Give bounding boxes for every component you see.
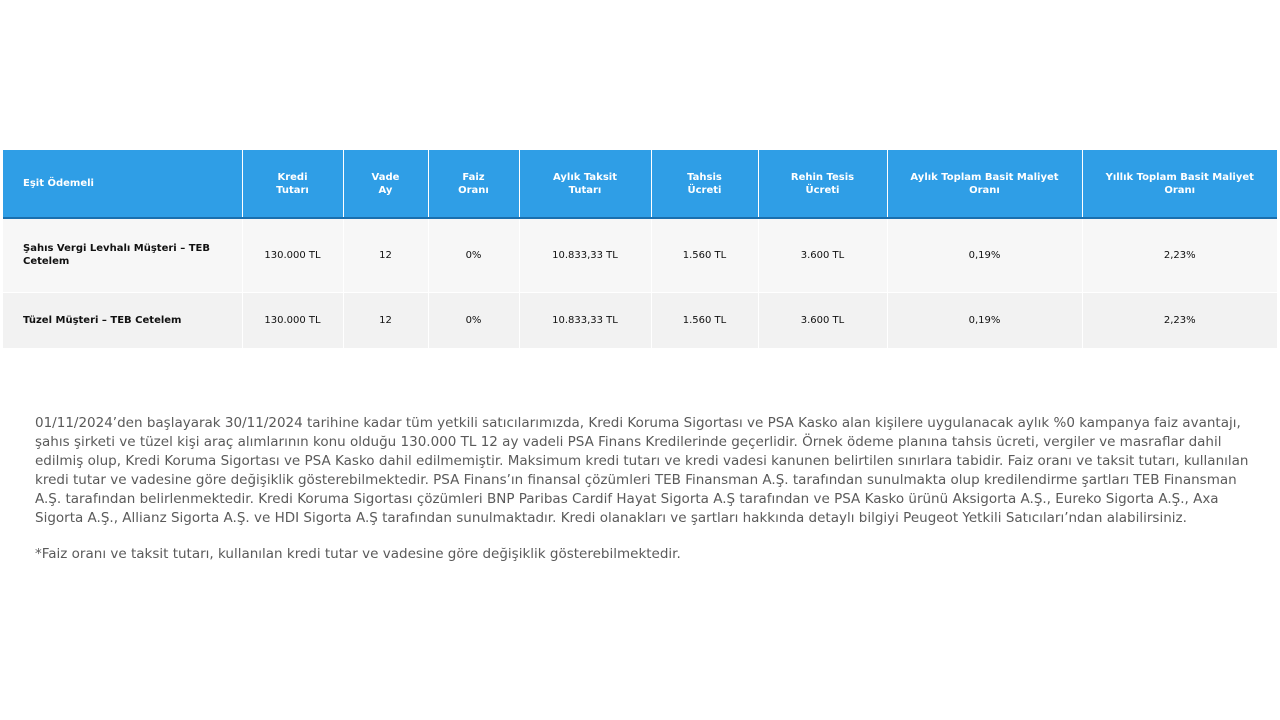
table-cell: 0,19%: [887, 292, 1082, 348]
table-cell: 10.833,33 TL: [519, 218, 651, 292]
column-header: Rehin Tesis Ücreti: [758, 150, 887, 218]
table-cell: 130.000 TL: [242, 292, 343, 348]
table-cell: 1.560 TL: [651, 218, 758, 292]
table-cell: 12: [343, 292, 428, 348]
table-cell: 12: [343, 218, 428, 292]
column-header: Vade Ay: [343, 150, 428, 218]
table-cell: 0%: [428, 218, 519, 292]
loan-rates-table: [3, 150, 1277, 348]
table-row: [3, 218, 1277, 292]
column-header: Aylık Taksit Tutarı: [519, 150, 651, 218]
table-row: [3, 292, 1277, 348]
column-header: Faiz Oranı: [428, 150, 519, 218]
column-header: Yıllık Toplam Basit Maliyet Oranı: [1082, 150, 1277, 218]
table-cell: 0%: [428, 292, 519, 348]
column-header: Eşit Ödemeli: [3, 150, 242, 218]
table-body: [3, 218, 1277, 348]
table-cell: 2,23%: [1082, 292, 1277, 348]
column-header: Kredi Tutarı: [242, 150, 343, 218]
table-header-row: [3, 150, 1277, 218]
row-label: Şahıs Vergi Levhalı Müşteri – TEB Cetelem: [3, 218, 242, 292]
table-cell: 1.560 TL: [651, 292, 758, 348]
table-cell: 10.833,33 TL: [519, 292, 651, 348]
footnote: *Faiz oranı ve taksit tutarı, kullanılan kredi tutar ve vadesine göre değişiklik gösterebilmektedir.: [35, 546, 681, 562]
column-header: Aylık Toplam Basit Maliyet Oranı: [887, 150, 1082, 218]
table-cell: 130.000 TL: [242, 218, 343, 292]
table-cell: 3.600 TL: [758, 218, 887, 292]
column-header: Tahsis Ücreti: [651, 150, 758, 218]
table-cell: 3.600 TL: [758, 292, 887, 348]
table-cell: 2,23%: [1082, 218, 1277, 292]
disclaimer-paragraph: 01/11/2024’den başlayarak 30/11/2024 tarihine kadar tüm yetkili satıcılarımızda, Kredi Koruma Sigortası ve PSA Kasko alan kişilere uygulanacak aylık %0 kampanya faiz avantajı, şahıs şirketi ve tüzel kişi araç alımlarının konu olduğu 130.000 TL 12 ay vadeli PSA Finans Kredilerinde geçerlidir. Örnek ödeme planına tahsis ücreti, vergiler ve masraflar dahil edilmiş olup, Kredi Koruma Sigortası ve PSA Kasko dahil edilmemiştir. Maksimum kredi tutarı ve kredi vadesi kanunen belirtilen sınırlara tabidir. Faiz oranı ve taksit tutarı, kullanılan kredi tutar ve vadesine göre değişiklik gösterebilmektedir. PSA Finans’ın finansal çözümleri TEB Finansman A.Ş. tarafından sunulmakta olup kredilendirme şartları TEB Finansman A.Ş. tarafından belirlenmektedir. Kredi Koruma Sigortası çözümleri BNP Paribas Cardif Hayat Sigorta A.Ş tarafından ve PSA Kasko ürünü Aksigorta A.Ş., Eureko Sigorta A.Ş., Axa Sigorta A.Ş., Allianz Sigorta A.Ş. ve HDI Sigorta A.Ş tarafından sunulmaktadır. Kredi olanakları ve şartları hakkında detaylı bilgiyi Peugeot Yetkili Satıcıları’ndan alabilirsiniz.: [35, 415, 1249, 526]
row-label: Tüzel Müşteri – TEB Cetelem: [3, 292, 242, 348]
disclaimer-notes: [35, 414, 1255, 564]
table-cell: 0,19%: [887, 218, 1082, 292]
